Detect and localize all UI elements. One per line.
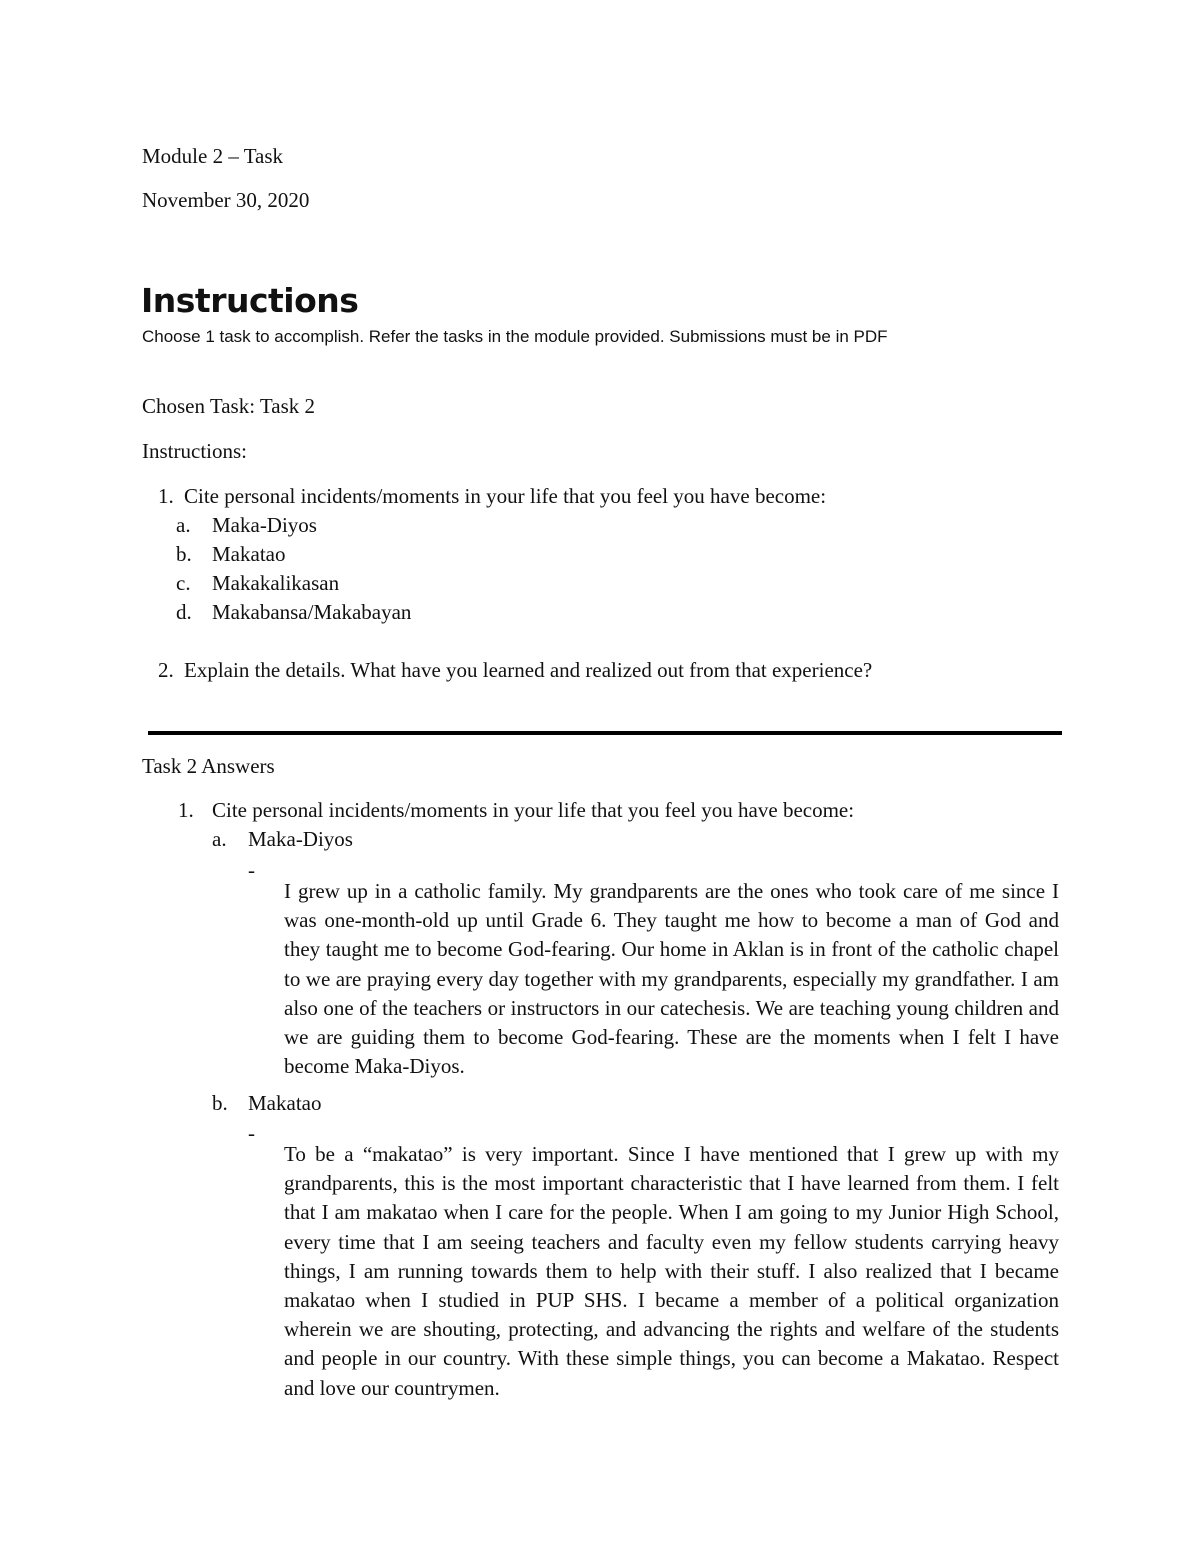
- list-number: 2.: [158, 658, 174, 682]
- list-letter: b.: [176, 542, 192, 566]
- list-letter: c.: [176, 571, 191, 595]
- list-text: Cite personal incidents/moments in your life that you feel you have become:: [212, 798, 855, 822]
- list-text: Makakalikasan: [212, 571, 340, 595]
- list-letter: d.: [176, 600, 192, 624]
- task-list-item-2: [158, 656, 872, 685]
- list-text: Makatao: [212, 542, 286, 566]
- chosen-task-label: Chosen Task: Task 2: [142, 394, 316, 418]
- list-number: 1.: [178, 798, 194, 822]
- list-text: Explain the details. What have you learned and realized out from that experience?: [184, 658, 873, 682]
- answer-subitem-b: [212, 1089, 321, 1118]
- instructions-subheading: Instructions:: [142, 439, 247, 463]
- list-letter: b.: [212, 1091, 228, 1115]
- task-list-subitem-a: [176, 511, 317, 540]
- bullet-dash: -: [248, 1121, 255, 1145]
- task-list-subitem-b: [176, 540, 285, 569]
- answer-paragraph-a: I grew up in a catholic family. My grandparents are the ones who took care of me since I was one-month-old up until Grade 6. They taught me how to become a man of God and they taught me to become God-fearing. Our home in Aklan is in front of the catholic chapel to we are praying every day together with my grandparents, especially my grandfather. I am also one of the teachers or instructors in our catechesis. We are teaching young children and we are guiding them to become God-fearing. These are the moments when I felt I have become Maka-Diyos.: [284, 879, 1059, 1079]
- list-text: Maka-Diyos: [248, 827, 353, 851]
- horizontal-divider: [148, 731, 1062, 735]
- instructions-text: Choose 1 task to accomplish. Refer the tasks in the module provided. Submissions must be in PDF: [142, 327, 888, 346]
- task-list-item-1: [158, 482, 826, 511]
- module-label: Module 2 – Task: [142, 144, 284, 168]
- date-label: November 30, 2020: [142, 188, 310, 212]
- list-letter: a.: [176, 513, 191, 537]
- task-list-subitem-d: [176, 598, 411, 627]
- answer-item-1: [178, 796, 854, 825]
- list-text: Cite personal incidents/moments in your life that you feel you have become:: [184, 484, 827, 508]
- task-list-subitem-c: [176, 569, 339, 598]
- list-text: Maka-Diyos: [212, 513, 317, 537]
- answer-paragraph-b: To be a “makatao” is very important. Since I have mentioned that I grew up with my grandparents, this is the most important characteristic that I have learned from them. I felt that I am makatao when I care for the people. When I am going to my Junior High School, every time that I am seeing teachers and faculty even my fellow students carrying heavy things, I am running towards them to help with their stuff. I also realized that I became makatao when I studied in PUP SHS. I became a member of a political organization wherein we are shouting, protecting, and advancing the rights and welfare of the students and people in our country. With these simple things, you can become a Makatao. Respect and love our countrymen.: [284, 1142, 1059, 1400]
- list-text: Makabansa/Makabayan: [212, 600, 412, 624]
- list-letter: a.: [212, 827, 227, 851]
- instructions-heading: Instructions: [141, 281, 359, 320]
- bullet-dash: -: [248, 858, 255, 882]
- list-number: 1.: [158, 484, 174, 508]
- list-text: Makatao: [248, 1091, 322, 1115]
- answer-subitem-a: [212, 825, 353, 854]
- answers-title: Task 2 Answers: [142, 754, 275, 778]
